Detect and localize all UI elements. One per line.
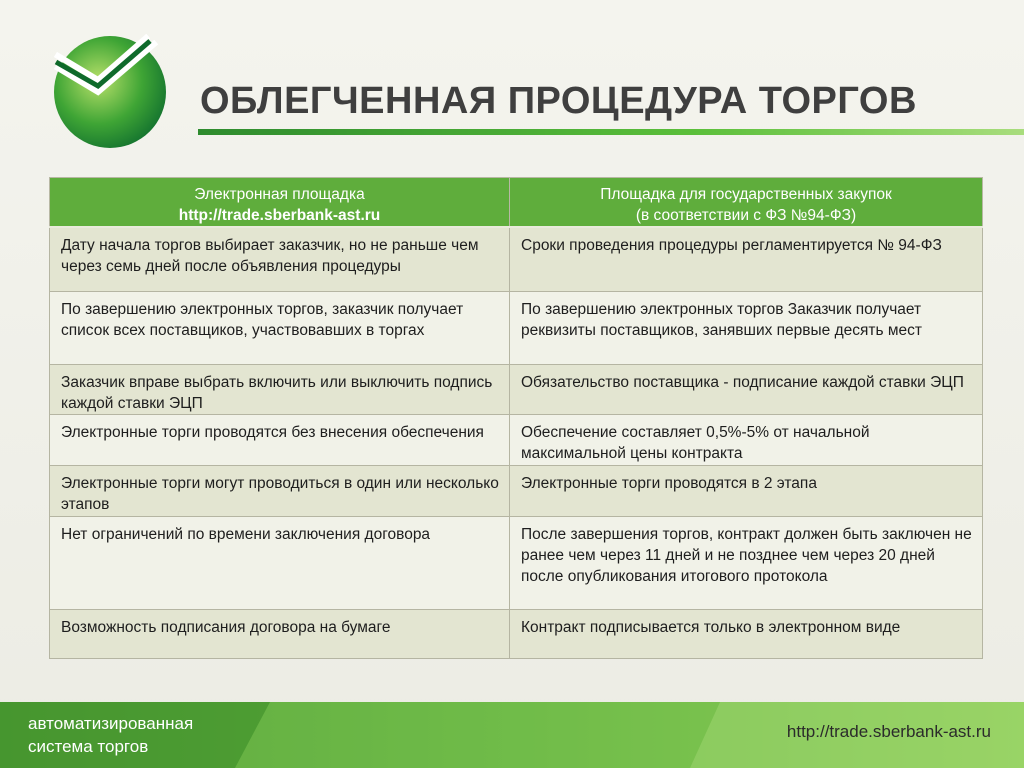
table-cell-right: Обязательство поставщика - подписание каждой ставки ЭЦП: [510, 364, 983, 414]
footer-line: система торгов: [28, 737, 149, 756]
table-cell-left: Заказчик вправе выбрать включить или выключить подпись каждой ставки ЭЦП: [50, 364, 510, 414]
table-cell-right: Сроки проведения процедуры регламентируется № 94-ФЗ: [510, 227, 983, 291]
footer-url-link[interactable]: http://trade.sberbank-ast.ru: [786, 722, 991, 741]
footer-bar: [0, 702, 1024, 768]
page-title: ОБЛЕГЧЕННАЯ ПРОЦЕДУРА ТОРГОВ: [200, 80, 917, 122]
table-cell-left: Электронные торги могут проводиться в один или несколько этапов: [50, 465, 510, 516]
header-label: Электронная площадка: [194, 186, 365, 203]
table-cell-right: После завершения торгов, контракт должен быть заключен не ранее чем через 11 дней и не позднее чем через 20 дней после опубликования итогового протокола: [510, 516, 983, 609]
comparison-table: [49, 177, 983, 659]
table-header-row: [50, 178, 983, 228]
footer-system-name: [28, 712, 193, 758]
footer-line: автоматизированная: [28, 714, 194, 733]
header-government-platform: [510, 178, 983, 228]
table-row: [50, 465, 983, 516]
table-cell-left: Возможность подписания договора на бумаге: [50, 609, 510, 658]
header-label: Площадка для государственных закупок: [600, 186, 892, 203]
title-underline: [198, 129, 1024, 135]
header-url: http://trade.sberbank-ast.ru: [178, 207, 381, 224]
table-row: [50, 364, 983, 414]
table-cell-right: Электронные торги проводятся в 2 этапа: [510, 465, 983, 516]
table-row: [50, 291, 983, 364]
table-cell-right: Контракт подписывается только в электронном виде: [510, 609, 983, 658]
header-electronic-platform: [50, 178, 510, 228]
sberbank-logo-icon: [50, 30, 170, 150]
table-cell-left: Электронные торги проводятся без внесения обеспечения: [50, 414, 510, 465]
table-row: [50, 227, 983, 291]
table-cell-left: По завершению электронных торгов, заказчик получает список всех поставщиков, участвовавших в торгах: [50, 291, 510, 364]
table-cell-left: Нет ограничений по времени заключения договора: [50, 516, 510, 609]
table-cell-right: По завершению электронных торгов Заказчик получает реквизиты поставщиков, занявших первые десять мест: [510, 291, 983, 364]
table-cell-right: Обеспечение составляет 0,5%-5% от начальной максимальной цены контракта: [510, 414, 983, 465]
table-row: [50, 516, 983, 609]
table-cell-left: Дату начала торгов выбирает заказчик, но не раньше чем через семь дней после объявления процедуры: [50, 227, 510, 291]
table-row: [50, 414, 983, 465]
header-law-reference: (в соответствии с ФЗ №94-ФЗ): [635, 207, 857, 224]
table-row: [50, 609, 983, 658]
